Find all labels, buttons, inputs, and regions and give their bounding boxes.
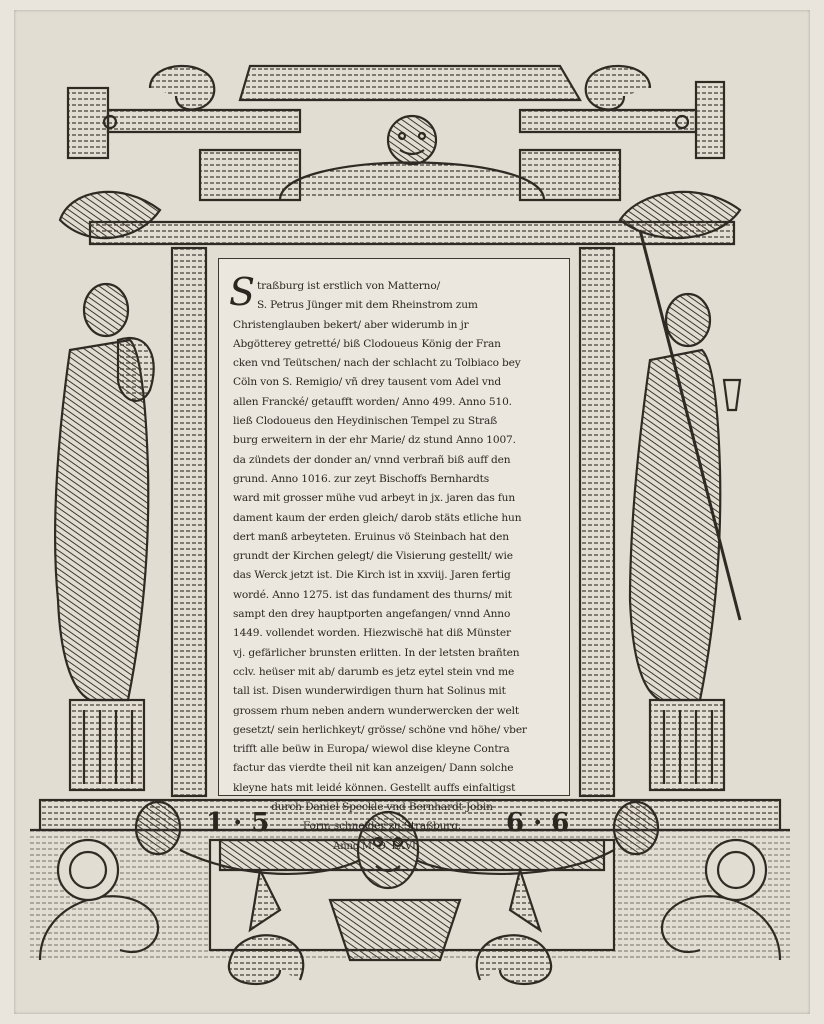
text-line: ward mit grosser mühe vud arbeyt in jx. jaren das fun	[233, 492, 515, 505]
text-line: kleyne hats mit leidé können. Gestellt auffs einfaltigst	[233, 781, 516, 794]
anno-line: Anno M. D. LXVI.	[333, 840, 419, 852]
right-figure	[620, 192, 740, 700]
text-line: traßburg ist erstlich von Matterno/	[257, 280, 440, 292]
text-line: 1449. vollendet worden. Hiezwischë hat diß Münster	[233, 627, 511, 640]
text-line: das Werck jetzt ist. Die Kirch ist in xxviij. Jaren fertig	[233, 569, 511, 582]
text-line: grossem rhum neben andern wunderwercken der welt	[233, 704, 519, 717]
text-line: grundt der Kirchen gelegt/ die Visierung gestellt/ wie	[233, 550, 513, 563]
text-line: Abgötterey getretté/ biß Clodoueus König der Fran	[233, 337, 501, 350]
year-right: 6 · 6	[506, 808, 570, 838]
text-line: grund. Anno 1016. zur zeyt Bischoffs Bernhardts	[233, 472, 489, 485]
text-line: sampt den drey hauptporten angefangen/ vnnd Anno	[233, 608, 511, 621]
text-line: dament kaum der erden gleich/ darob stäts etliche hun	[233, 511, 522, 524]
text-line: allen Francké/ getaufft worden/ Anno 499. Anno 510.	[233, 395, 512, 408]
text-line: burg erweitern in der ehr Marie/ dz stund Anno 1007.	[233, 434, 516, 447]
text-line: Form schneider zu Straßburg.	[302, 820, 462, 833]
text-line: factur das vierdte theil nit kan anzeigen/ Dann solche	[233, 762, 514, 775]
text-line: gesetzt/ sein herlichkeyt/ grösse/ schöne vnd höhe/ vber	[233, 723, 527, 736]
text-line: wordé. Anno 1275. ist das fundament des thurns/ mit	[233, 588, 512, 601]
left-figure	[55, 192, 160, 700]
decorated-initial: S	[229, 270, 256, 314]
text-line: cclv. heüser mit ab/ darumb es jetz eytel stein vnd me	[233, 665, 515, 678]
text-line: S. Petrus Jünger mit dem Rheinstrom zum	[257, 299, 478, 312]
text-line: Christenglauben bekert/ aber widerumb in jr	[233, 318, 469, 331]
text-line: trifft alle beüw in Europa/ wiewol dise kleyne Contra	[233, 743, 510, 756]
text-line: tall ist. Disen wunderwirdigen thurn hat Solinus mit	[233, 685, 506, 698]
text-line: ließ Clodoueus den Heydinischen Tempel zu Straß	[233, 415, 498, 428]
text-line: dert manß arbeyteten. Eruinus vö Steinbach hat den	[233, 530, 509, 543]
text-line: Cöln von S. Remigio/ vñ drey tausent vom Adel vnd	[233, 376, 502, 389]
text-line: da zündets der donder an/ vnnd verbrañ biß auff den	[233, 453, 511, 466]
text-line: durch Daniel Speckle vnd Bernhardt Jobin	[271, 801, 493, 814]
text-line: vj. gefärlicher brunsten erlitten. In der letsten brañten	[233, 646, 520, 659]
text-line: cken vnd Teütschen/ nach der schlacht zu Tolbiaco bey	[233, 357, 521, 370]
year-left: 1 · 5	[206, 808, 270, 838]
